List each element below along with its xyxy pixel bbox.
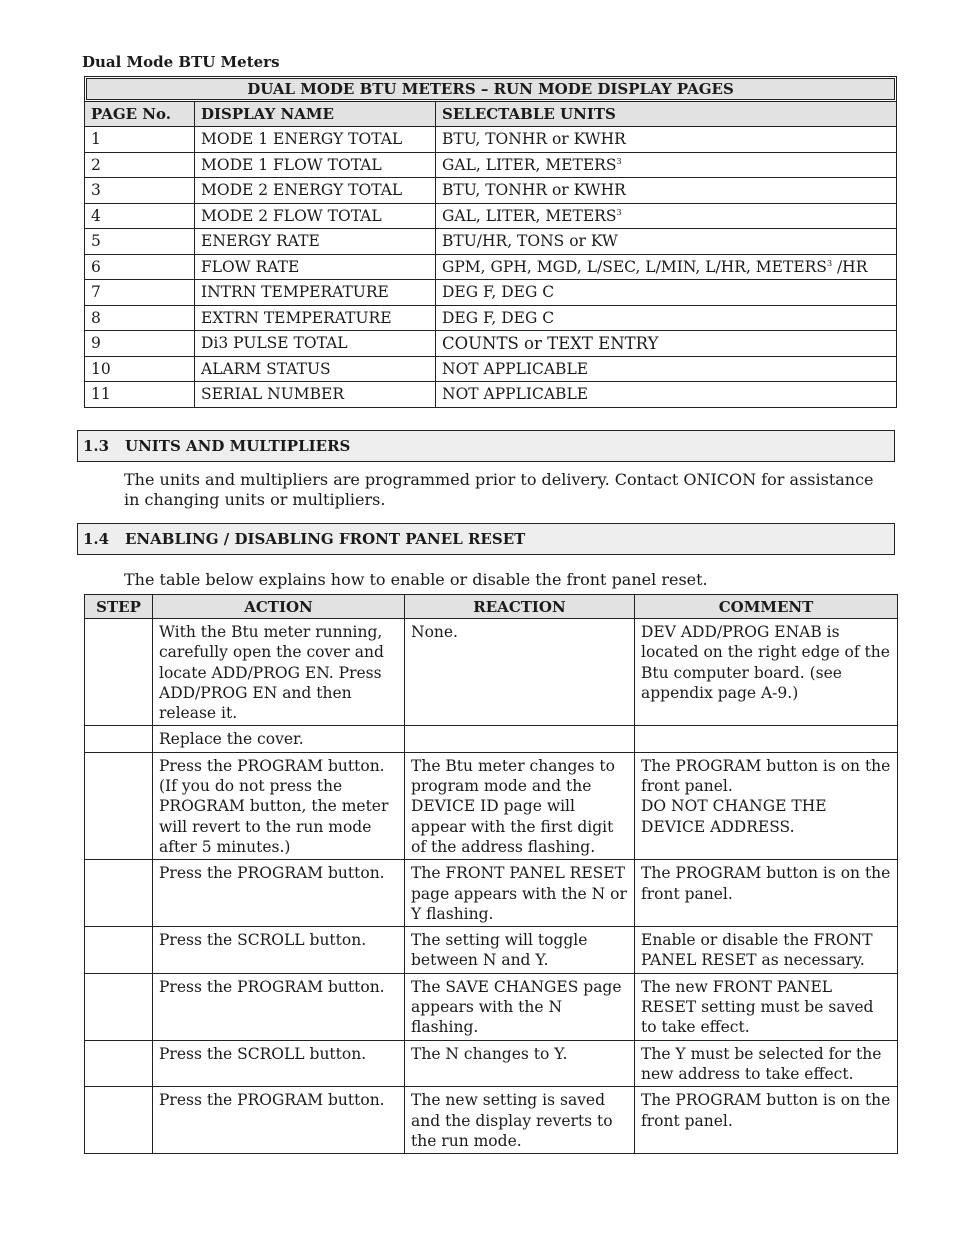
units-text: DEG F, DEG C [442, 283, 555, 302]
units-superscript: 3 [826, 258, 833, 268]
display-name-cell: INTRN TEMPERATURE [195, 280, 436, 306]
units-text: BTU/HR, TONS or KW [442, 232, 618, 251]
table-row [85, 752, 898, 859]
table-row [85, 726, 898, 752]
selectable-units-cell [436, 356, 897, 382]
display-name-cell: MODE 1 ENERGY TOTAL [195, 127, 436, 153]
units-text: NOT APPLICABLE [442, 385, 589, 404]
units-text: DEG F, DEG C [442, 308, 555, 327]
comment-cell [635, 927, 898, 974]
page-number-cell: 11 [85, 382, 195, 408]
comment-cell [635, 1087, 898, 1154]
section-title: ENABLING / DISABLING FRONT PANEL RESET [125, 530, 526, 548]
page-number-cell: 3 [85, 178, 195, 204]
comment-cell [635, 860, 898, 927]
table-row [85, 382, 897, 408]
reaction-cell: The Btu meter changes to program mode and the DEVICE ID page will appear with the first digit of the address flashing. [405, 752, 635, 859]
units-text: GAL, LITER, METERS [442, 206, 617, 225]
comment-text: Enable or disable the FRONT PANEL RESET as necessary. [641, 931, 873, 970]
page-number-cell: 7 [85, 280, 195, 306]
step-cell [85, 1040, 153, 1087]
section-heading-front-panel-reset [77, 523, 895, 555]
column-header-comment: COMMENT [635, 595, 898, 619]
column-header-selectable-units: SELECTABLE UNITS [436, 102, 897, 127]
page-number-cell: 4 [85, 203, 195, 229]
step-cell [85, 752, 153, 859]
table-row [85, 860, 898, 927]
table-row [85, 305, 897, 331]
table-row [85, 152, 897, 178]
selectable-units-cell [436, 203, 897, 229]
units-text: BTU, TONHR or KWHR [442, 181, 626, 200]
action-cell: Press the SCROLL button. [153, 927, 405, 974]
table-caption-row [85, 77, 897, 102]
section-number: 1.4 [83, 530, 110, 548]
comment-text: The PROGRAM button is on the front panel. [641, 1091, 891, 1130]
column-header-reaction: REACTION [405, 595, 635, 619]
reaction-cell: The N changes to Y. [405, 1040, 635, 1087]
table-row [85, 229, 897, 255]
selectable-units-cell [436, 331, 897, 357]
units-superscript: 3 [616, 156, 622, 166]
table-row [85, 178, 897, 204]
action-cell: Press the SCROLL button. [153, 1040, 405, 1087]
table-row [85, 254, 897, 280]
table-row [85, 1087, 898, 1154]
reaction-cell [405, 726, 635, 752]
table-row [85, 127, 897, 153]
step-cell [85, 1087, 153, 1154]
step-cell [85, 927, 153, 974]
reaction-cell: The SAVE CHANGES page appears with the N flashing. [405, 973, 635, 1040]
table-row [85, 973, 898, 1040]
column-header-page-no: PAGE No. [85, 102, 195, 127]
units-text: GAL, LITER, METERS [442, 155, 617, 174]
table-row [85, 619, 898, 726]
display-name-cell: MODE 2 ENERGY TOTAL [195, 178, 436, 204]
units-multipliers-paragraph: The units and multipliers are programmed prior to delivery. Contact ONICON for assistance in changing units or multipliers. [124, 470, 874, 509]
action-cell: Replace the cover. [153, 726, 405, 752]
comment-cell [635, 752, 898, 859]
selectable-units-cell [436, 280, 897, 306]
page-number-cell: 8 [85, 305, 195, 331]
front-panel-reset-intro: The table below explains how to enable or disable the front panel reset. [124, 570, 708, 589]
units-text: GPM, GPH, MGD, L/SEC, L/MIN, L/HR, METERS [442, 257, 827, 276]
comment-cell [635, 1040, 898, 1087]
selectable-units-cell [436, 229, 897, 255]
comment-warning-text: DO NOT CHANGE THE DEVICE ADDRESS. [641, 797, 827, 836]
action-cell: Press the PROGRAM button. (If you do not press the PROGRAM button, the meter will revert to the run mode after 5 minutes.) [153, 752, 405, 859]
display-name-cell: ENERGY RATE [195, 229, 436, 255]
column-header-action: ACTION [153, 595, 405, 619]
display-name-cell: FLOW RATE [195, 254, 436, 280]
comment-cell [635, 973, 898, 1040]
section-title: UNITS AND MULTIPLIERS [125, 437, 351, 455]
table-header-row [85, 102, 897, 127]
page-number-cell: 1 [85, 127, 195, 153]
step-cell [85, 860, 153, 927]
comment-text: The PROGRAM button is on the front panel. [641, 756, 891, 796]
selectable-units-cell [436, 254, 897, 280]
units-text: NOT APPLICABLE [442, 359, 589, 378]
page-number-cell: 2 [85, 152, 195, 178]
comment-text: The Y must be selected for the new address to take effect. [641, 1044, 882, 1083]
display-name-cell: MODE 1 FLOW TOTAL [195, 152, 436, 178]
selectable-units-cell [436, 382, 897, 408]
step-cell [85, 726, 153, 752]
section-number: 1.3 [83, 437, 110, 455]
display-name-cell: MODE 2 FLOW TOTAL [195, 203, 436, 229]
action-cell: Press the PROGRAM button. [153, 973, 405, 1040]
document-title: Dual Mode BTU Meters [82, 53, 280, 71]
units-text: COUNTS or TEXT ENTRY [442, 333, 659, 353]
page-number-cell: 5 [85, 229, 195, 255]
comment-cell [635, 619, 898, 726]
selectable-units-cell [436, 152, 897, 178]
reaction-cell: The FRONT PANEL RESET page appears with the N or Y flashing. [405, 860, 635, 927]
table-row [85, 203, 897, 229]
display-name-cell: SERIAL NUMBER [195, 382, 436, 408]
action-cell: Press the PROGRAM button. [153, 860, 405, 927]
display-name-cell: Di3 PULSE TOTAL [195, 331, 436, 357]
table-row [85, 331, 897, 357]
action-cell: With the Btu meter running, carefully open the cover and locate ADD/PROG EN. Press ADD/PROG EN and then release it. [153, 619, 405, 726]
comment-text: DEV ADD/PROG ENAB is located on the right edge of the Btu computer board. (see appendix page A-9.) [641, 623, 890, 702]
selectable-units-cell [436, 305, 897, 331]
comment-text: The new FRONT PANEL RESET setting must be saved to take effect. [641, 977, 874, 1037]
comment-cell [635, 726, 898, 752]
table-caption: DUAL MODE BTU METERS – RUN MODE DISPLAY PAGES [86, 78, 895, 100]
table-row [85, 927, 898, 974]
units-suffix: /HR [832, 257, 868, 276]
step-cell [85, 619, 153, 726]
reaction-cell: None. [405, 619, 635, 726]
action-cell: Press the PROGRAM button. [153, 1087, 405, 1154]
column-header-display-name: DISPLAY NAME [195, 102, 436, 127]
reaction-cell: The setting will toggle between N and Y. [405, 927, 635, 974]
front-panel-reset-steps-table [84, 594, 898, 1154]
section-heading-units-multipliers [77, 430, 895, 462]
step-cell [85, 973, 153, 1040]
selectable-units-cell [436, 127, 897, 153]
page-number-cell: 10 [85, 356, 195, 382]
display-name-cell: ALARM STATUS [195, 356, 436, 382]
reaction-cell: The new setting is saved and the display reverts to the run mode. [405, 1087, 635, 1154]
run-mode-display-pages-table [84, 76, 897, 408]
page-number-cell: 9 [85, 331, 195, 357]
selectable-units-cell [436, 178, 897, 204]
page-number-cell: 6 [85, 254, 195, 280]
table-row [85, 1040, 898, 1087]
display-name-cell: EXTRN TEMPERATURE [195, 305, 436, 331]
table-row [85, 280, 897, 306]
column-header-step: STEP [85, 595, 153, 619]
table-row [85, 356, 897, 382]
units-text: BTU, TONHR or KWHR [442, 130, 626, 149]
units-superscript: 3 [616, 207, 622, 217]
table-header-row [85, 595, 898, 619]
comment-text: The PROGRAM button is on the front panel. [641, 864, 891, 903]
